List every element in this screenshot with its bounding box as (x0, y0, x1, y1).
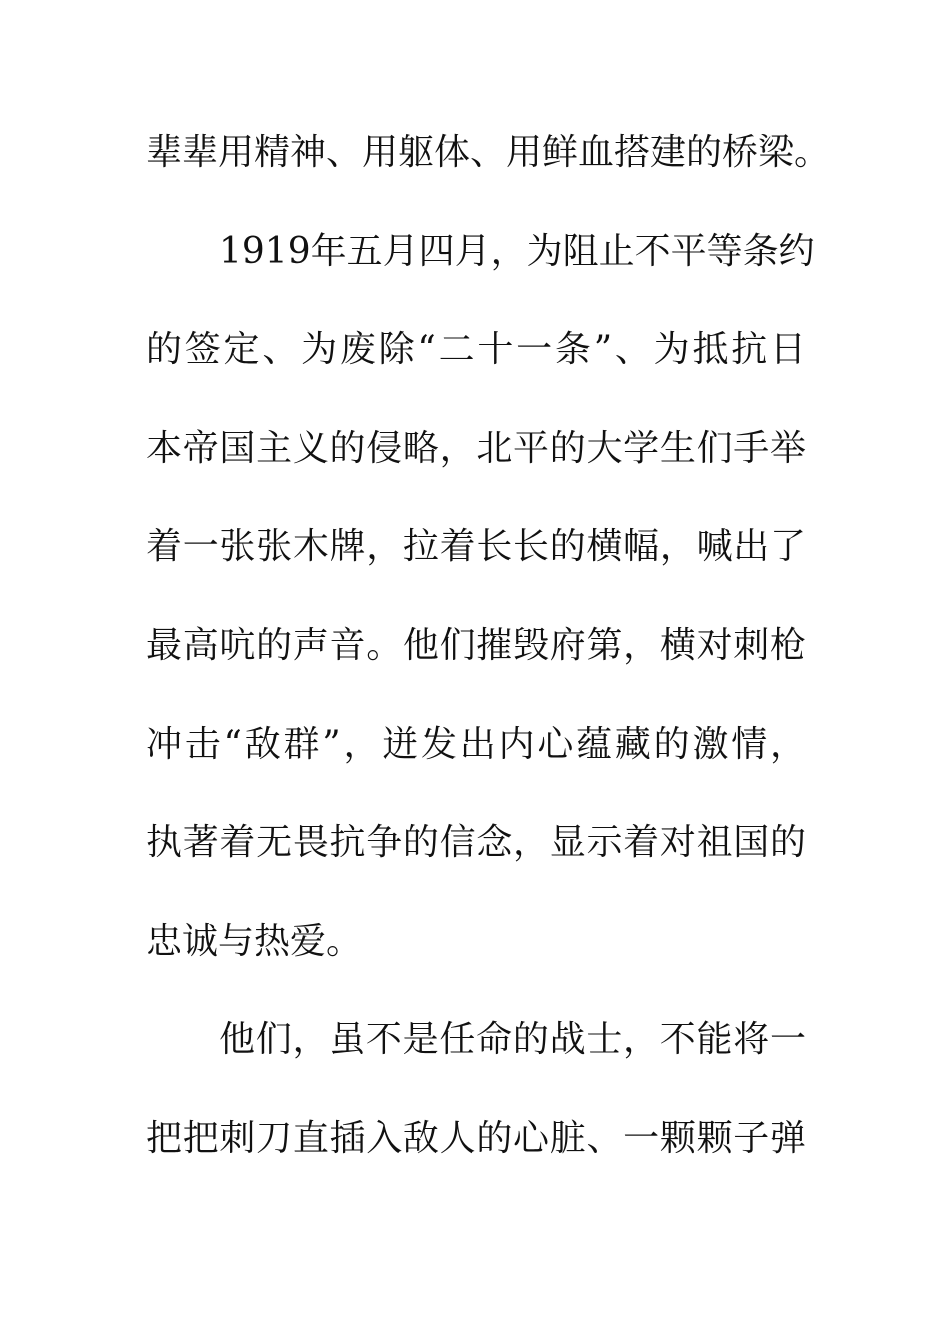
paragraph-start-line-2: 1919年五月四月，为阻止不平等条约 (219, 230, 815, 272)
text-line-8: 执著着无畏抗争的信念，显示着对祖国的 (146, 822, 806, 864)
text-line-4: 本帝国主义的侵略，北平的大学生们手举 (146, 427, 806, 469)
text-line-1: 辈辈用精神、用躯体、用鲜血搭建的桥梁。 (146, 132, 831, 173)
text-line-9: 忠诚与热爱。 (146, 920, 363, 962)
text-line-5: 着一张张木牌，拉着长长的横幅，喊出了 (146, 526, 806, 568)
text-line-7: 冲击“敌群”，迸发出内心蕴藏的激情， (146, 723, 806, 765)
text-line-11: 把把刺刀直插入敌人的心脏、一颗颗子弹 (146, 1117, 806, 1159)
text-line-6: 最高吭的声音。他们摧毁府第，横对刺枪 (146, 624, 806, 666)
document-body (146, 122, 831, 1207)
text-line-3: 的签定、为废除“二十一条”、为抵抗日 (146, 329, 806, 371)
paragraph-start-line-10: 他们，虽不是任命的战士，不能将一 (219, 1019, 806, 1061)
